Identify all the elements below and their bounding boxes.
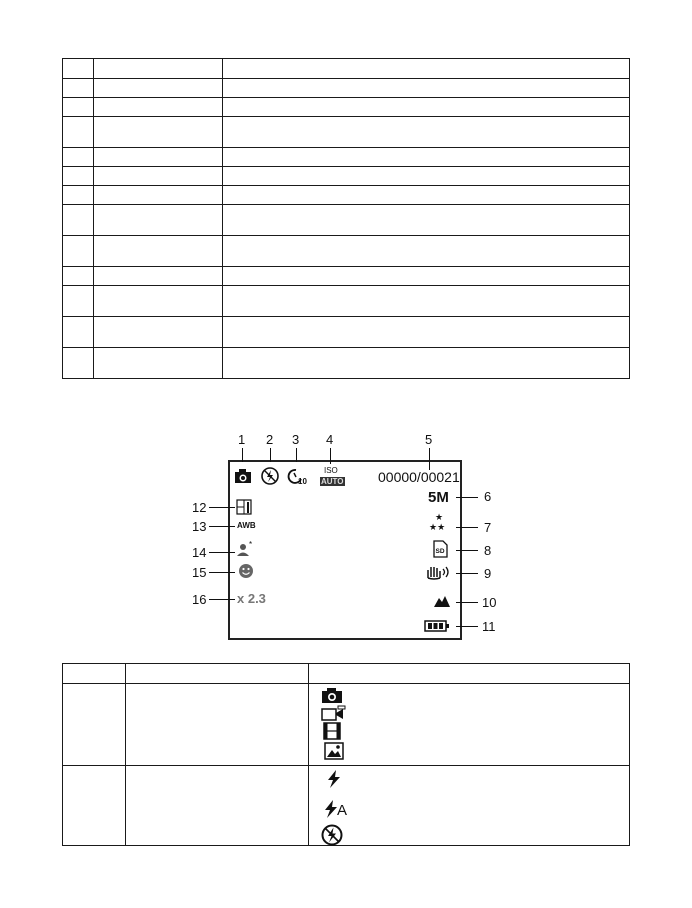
table-row bbox=[63, 267, 630, 286]
callout-number-8: 8 bbox=[484, 543, 492, 558]
callout-leader bbox=[209, 526, 235, 527]
callout-number-5: 5 bbox=[425, 432, 433, 447]
table-row bbox=[63, 205, 630, 236]
callout-number-2: 2 bbox=[266, 432, 274, 447]
table-row bbox=[63, 684, 630, 766]
callout-number-15: 15 bbox=[192, 565, 207, 580]
callout-number-1: 1 bbox=[238, 432, 246, 447]
shot-counter: 00000/00021 bbox=[378, 469, 460, 485]
flash-auto-label: A bbox=[337, 802, 348, 819]
top-table bbox=[62, 58, 630, 379]
callout-leader bbox=[209, 572, 235, 573]
callout-number-11: 11 bbox=[482, 619, 496, 634]
callout-leader bbox=[429, 448, 430, 470]
table-row bbox=[63, 766, 630, 846]
video-mode-icon bbox=[321, 705, 347, 721]
table-row bbox=[63, 286, 630, 317]
flash-on-icon bbox=[325, 769, 343, 789]
table-row bbox=[63, 186, 630, 205]
sd-card-icon bbox=[432, 540, 448, 558]
stabilizer-hand-icon bbox=[424, 564, 452, 580]
callout-number-16: 16 bbox=[192, 592, 207, 607]
flash-off-icon bbox=[321, 824, 343, 846]
callout-leader bbox=[242, 448, 243, 462]
callout-leader bbox=[330, 448, 331, 464]
callout-number-14: 14 bbox=[192, 545, 207, 560]
table-row bbox=[63, 117, 630, 148]
callout-number-7: 7 bbox=[484, 520, 492, 535]
callout-leader bbox=[270, 448, 271, 462]
flash-off-icon bbox=[261, 467, 279, 485]
table-row bbox=[63, 98, 630, 117]
callout-number-13: 13 bbox=[192, 519, 207, 534]
svg-text:★: ★ bbox=[435, 512, 444, 522]
callout-leader bbox=[456, 497, 478, 498]
portrait-mode-icon bbox=[236, 540, 256, 558]
self-timer-icon bbox=[287, 467, 307, 485]
battery-icon bbox=[424, 619, 450, 633]
iso-label: ISO bbox=[324, 466, 338, 475]
svg-text:*: * bbox=[249, 540, 253, 549]
svg-text:★★: ★★ bbox=[429, 522, 446, 532]
iso-value: AUTO bbox=[321, 477, 344, 486]
svg-text:SD: SD bbox=[435, 548, 445, 555]
callout-leader bbox=[209, 599, 235, 600]
lcd-screen-frame bbox=[228, 460, 462, 640]
callout-leader bbox=[296, 448, 297, 462]
table-row bbox=[63, 317, 630, 348]
landscape-scene-icon bbox=[433, 594, 451, 608]
photo-playback-icon bbox=[324, 742, 344, 760]
callout-leader bbox=[209, 507, 235, 508]
callout-number-6: 6 bbox=[484, 489, 492, 504]
callout-number-3: 3 bbox=[292, 432, 300, 447]
awb-indicator: AWB bbox=[237, 521, 256, 530]
callout-leader bbox=[456, 573, 478, 574]
exposure-meter-icon bbox=[236, 499, 252, 515]
zoom-indicator: x 2.3 bbox=[237, 591, 266, 606]
smile-detection-icon bbox=[238, 563, 254, 579]
callout-leader bbox=[456, 527, 478, 528]
svg-text:10: 10 bbox=[298, 477, 307, 485]
callout-number-4: 4 bbox=[326, 432, 334, 447]
callout-number-9: 9 bbox=[484, 566, 492, 581]
callout-number-10: 10 bbox=[482, 595, 497, 610]
quality-stars-icon bbox=[428, 512, 450, 532]
table-row bbox=[63, 167, 630, 186]
callout-leader bbox=[456, 550, 478, 551]
camera-mode-icon bbox=[234, 468, 252, 484]
mode-icons-cell bbox=[309, 684, 630, 766]
playback-film-icon bbox=[323, 722, 341, 740]
table-row bbox=[63, 348, 630, 379]
callout-leader bbox=[456, 626, 478, 627]
resolution-indicator: 5M bbox=[428, 489, 449, 506]
table-row bbox=[63, 236, 630, 267]
table-row bbox=[63, 148, 630, 167]
table-row bbox=[63, 664, 630, 684]
bottom-table bbox=[62, 663, 630, 846]
table-row bbox=[63, 59, 630, 79]
callout-leader bbox=[209, 552, 235, 553]
table-row bbox=[63, 79, 630, 98]
callout-number-12: 12 bbox=[192, 500, 207, 515]
callout-leader bbox=[456, 602, 478, 603]
flash-icons-cell bbox=[309, 766, 630, 846]
camera-mode-icon bbox=[321, 687, 343, 704]
